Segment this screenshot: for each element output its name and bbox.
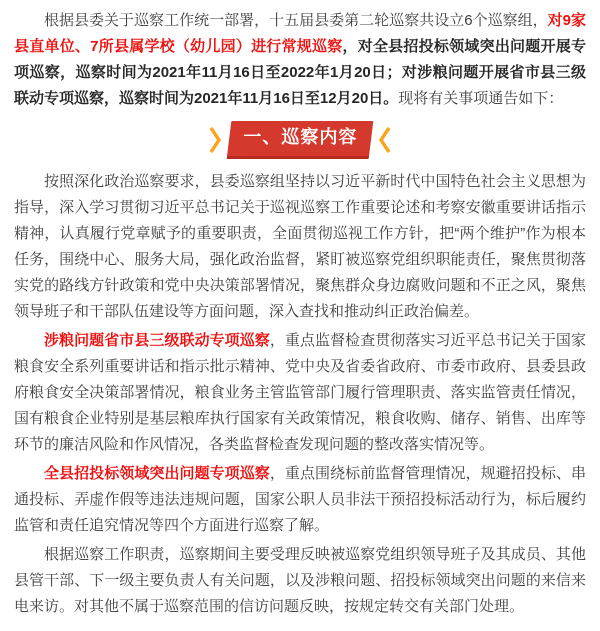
text-segment: 根据县委关于巡察工作统一部署，十五届县委第二轮巡察共设立6个巡察组， xyxy=(44,12,548,29)
chevron-left-icon xyxy=(378,125,392,155)
text-segment: 根据巡察工作职责，巡察期间主要受理反映被巡察党组织领导班子及其成员、其他县管干部、下一级主要负责人有关问题，以及涉粮问题、招投标领域突出问题的来信来电来访。对其他不属于巡察范围的信访问题反映，按规定转交有关部门处理。 xyxy=(14,546,586,615)
text-segment-red: 对9家县直单位、7所县属学校（幼儿园）进行常规巡察 xyxy=(14,12,586,55)
text-segment: ，重点围绕标前监督管理情况，规避招投标、串通投标、弄虚作假等违法违规问题，国家公职人员非法干预招投标活动行为，标后履约监管和责任追究情况等四个方面进行巡察了解。 xyxy=(14,465,586,534)
text-segment: 现将有关事项通告如下： xyxy=(398,90,564,107)
text-segment: ，重点监督检查贯彻落实习近平总书记关于国家粮食安全系列重要讲话和指示批示精神、党中央及省委省政府、市委市政府、县委县政府粮食安全决策部署情况，粮食业务主管监管部门履行管理职责、落实监管责任情况，国有粮食企业特别是基层粮库执行国家有关政策情况，粮食收购、储存、销售、出库等环节的廉洁风险和作风情况，各类监督检查发现问题的整改落实情况等。 xyxy=(14,332,586,453)
section-title: 一、巡察内容 xyxy=(243,127,358,147)
paragraph-bidding xyxy=(14,461,586,539)
text-segment-red: 全县招投标领域突出问题专项巡察 xyxy=(44,465,270,482)
chevron-right-icon xyxy=(208,125,222,155)
section-banner-ribbon xyxy=(227,121,374,159)
paragraph-scope xyxy=(14,542,586,620)
text-segment-red: 涉粮问题省市县三级联动专项巡察 xyxy=(44,332,270,349)
text-segment-bold: ，对全县招投标领域突出问题开展专项巡察，巡察时间为2021年11月16日至2022年1月20日；对涉粮问题开展省市县三级联动专项巡察，巡察时间为2021年11月16日至12月20日。 xyxy=(14,38,586,107)
paragraph-intro xyxy=(14,8,586,112)
text-segment: 按照深化政治巡察要求，县委巡察组坚持以习近平新时代中国特色社会主义思想为指导，深入学习贯彻习近平总书记关于巡视巡察工作重要论述和考察安徽重要讲话指示精神，认真履行党章赋予的重要职责，全面贯彻巡视工作方针，把“两个维护”作为根本任务，围绕中心、服务大局，强化政治监督，紧盯被巡察党组织职能责任，聚焦贯彻落实党的路线方针政策和党中央决策部署情况，聚焦群众身边腐败问题和不正之风，聚焦领导班子和干部队伍建设等方面问题，深入查找和推动纠正政治偏差。 xyxy=(14,173,586,320)
paragraph-grain xyxy=(14,328,586,458)
section-banner xyxy=(14,121,586,159)
paragraph-policy xyxy=(14,169,586,325)
